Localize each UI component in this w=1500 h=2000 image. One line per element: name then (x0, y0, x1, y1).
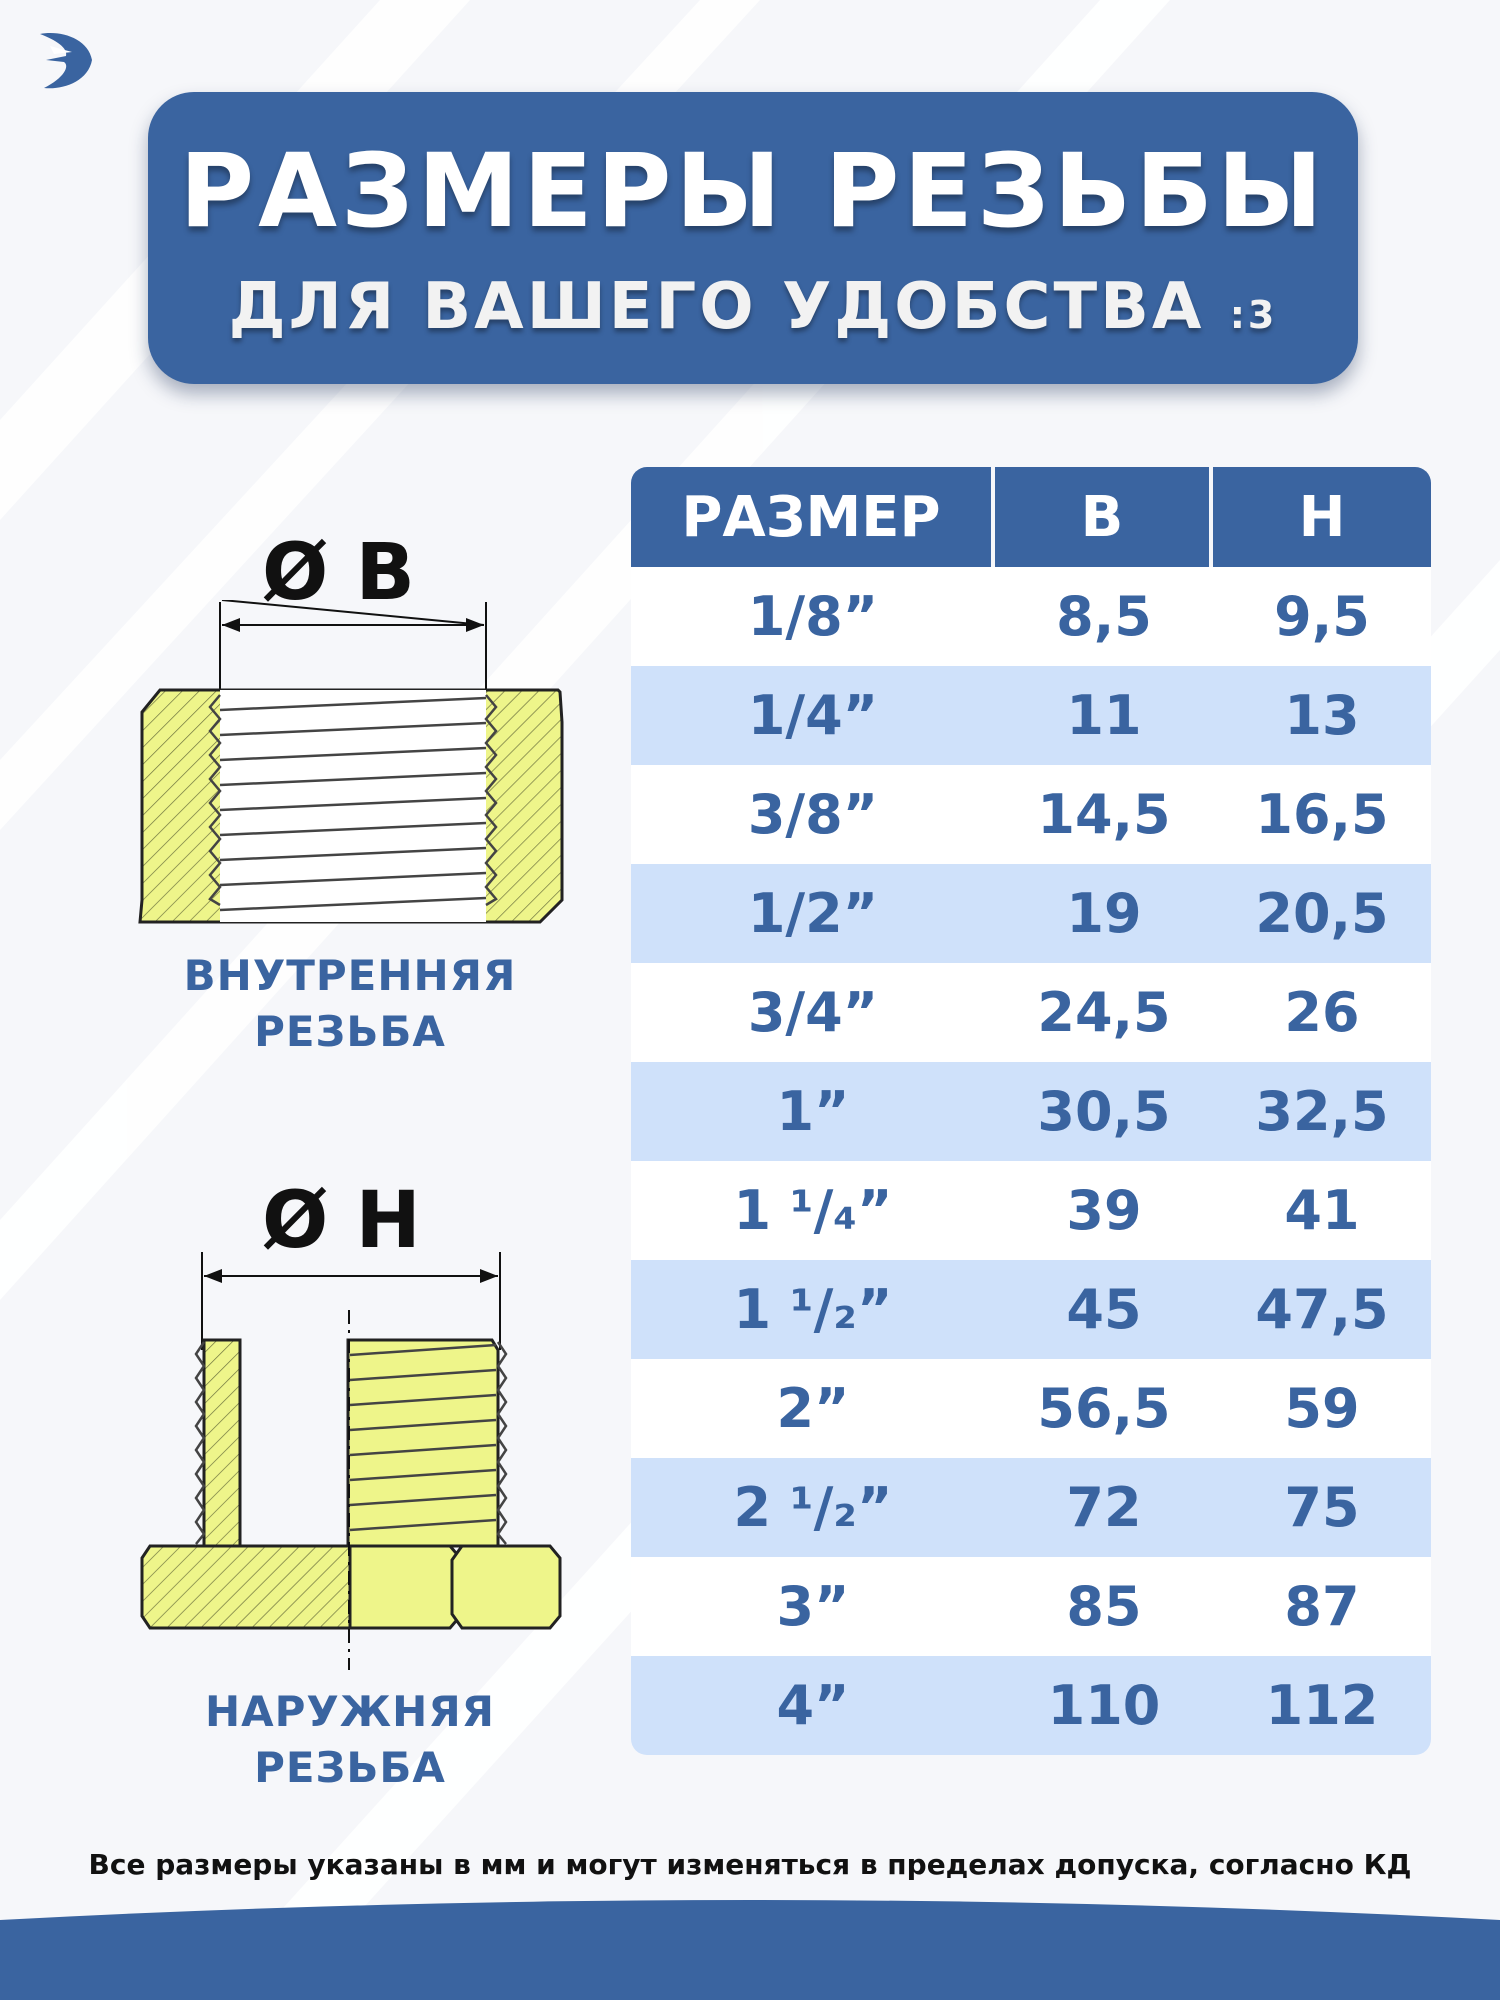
table-row (631, 1557, 1431, 1656)
table-body (631, 567, 1431, 1755)
cell-b: 14,5 (1037, 783, 1171, 846)
column-header-b: B (995, 467, 1209, 567)
table-row (631, 1359, 1431, 1458)
cell-b: 8,5 (1056, 585, 1152, 648)
table-row (631, 1656, 1431, 1755)
bottom-wave-decoration (0, 1880, 1500, 2000)
cell-h: 59 (1284, 1377, 1360, 1440)
table-row (631, 963, 1431, 1062)
cell-h: 32,5 (1255, 1080, 1389, 1143)
cell-b: 56,5 (1037, 1377, 1171, 1440)
footer-note: Все размеры указаны в мм и могут изменяться в пределах допуска, согласно КД (88, 1848, 1412, 1881)
subtitle-text: ДЛЯ ВАШЕГО УДОБСТВА (228, 270, 1205, 344)
cell-b: 72 (1066, 1476, 1142, 1539)
cell-h: 41 (1284, 1179, 1360, 1242)
cell-b: 24,5 (1037, 981, 1171, 1044)
table-row (631, 765, 1431, 864)
table-row (631, 1062, 1431, 1161)
table-row (631, 1260, 1431, 1359)
table-row (631, 1458, 1431, 1557)
cell-b: 110 (1047, 1674, 1161, 1737)
cell-size: 1/2” (747, 882, 879, 945)
cell-size: 1 ¹/₂” (733, 1278, 893, 1341)
external-label-line2: РЕЗЬБА (254, 1743, 446, 1792)
column-header-h: H (1213, 467, 1431, 567)
cell-h: 20,5 (1255, 882, 1389, 945)
cell-h: 26 (1284, 981, 1360, 1044)
cell-b: 85 (1066, 1575, 1142, 1638)
cell-size: 4” (776, 1674, 850, 1737)
cell-size: 1/8” (747, 585, 879, 648)
cell-h: 75 (1284, 1476, 1360, 1539)
cell-size: 1” (776, 1080, 850, 1143)
cell-b: 19 (1066, 882, 1142, 945)
header-banner (148, 92, 1358, 384)
table-row (631, 1161, 1431, 1260)
internal-thread-label (160, 948, 540, 1060)
cell-b: 39 (1066, 1179, 1142, 1242)
cell-size: 2” (776, 1377, 850, 1440)
table-header (631, 467, 1431, 567)
internal-thread-drawing (120, 600, 590, 940)
page-subtitle (148, 270, 1358, 344)
cell-h: 87 (1284, 1575, 1360, 1638)
table-row (631, 864, 1431, 963)
column-header-size: РАЗМЕР (631, 467, 991, 567)
external-thread-drawing (120, 1250, 590, 1680)
bird-logo-icon (36, 26, 96, 94)
cell-b: 11 (1066, 684, 1142, 747)
cell-h: 112 (1265, 1674, 1379, 1737)
cell-h: 47,5 (1255, 1278, 1389, 1341)
subtitle-emoticon: :3 (1229, 293, 1278, 337)
cell-b: 30,5 (1037, 1080, 1171, 1143)
cell-size: 1/4” (747, 684, 879, 747)
external-dimension-label: Ø H (262, 1176, 421, 1266)
internal-dimension-label: Ø B (262, 528, 415, 618)
cell-size: 1 ¹/₄” (733, 1179, 893, 1242)
cell-size: 3” (776, 1575, 850, 1638)
external-thread-label (160, 1684, 540, 1796)
cell-size: 3/8” (747, 783, 879, 846)
table-row (631, 567, 1431, 666)
thread-size-table (631, 467, 1431, 1755)
internal-label-line2: РЕЗЬБА (254, 1007, 446, 1056)
page-title: РАЗМЕРЫ РЕЗЬБЫ (179, 132, 1327, 251)
table-row (631, 666, 1431, 765)
cell-h: 13 (1284, 684, 1360, 747)
cell-h: 16,5 (1255, 783, 1389, 846)
external-label-line1: НАРУЖНЯЯ (204, 1687, 496, 1736)
cell-size: 2 ¹/₂” (733, 1476, 893, 1539)
cell-b: 45 (1066, 1278, 1142, 1341)
cell-size: 3/4” (747, 981, 879, 1044)
cell-h: 9,5 (1274, 585, 1370, 648)
internal-label-line1: ВНУТРЕННЯЯ (183, 951, 517, 1000)
